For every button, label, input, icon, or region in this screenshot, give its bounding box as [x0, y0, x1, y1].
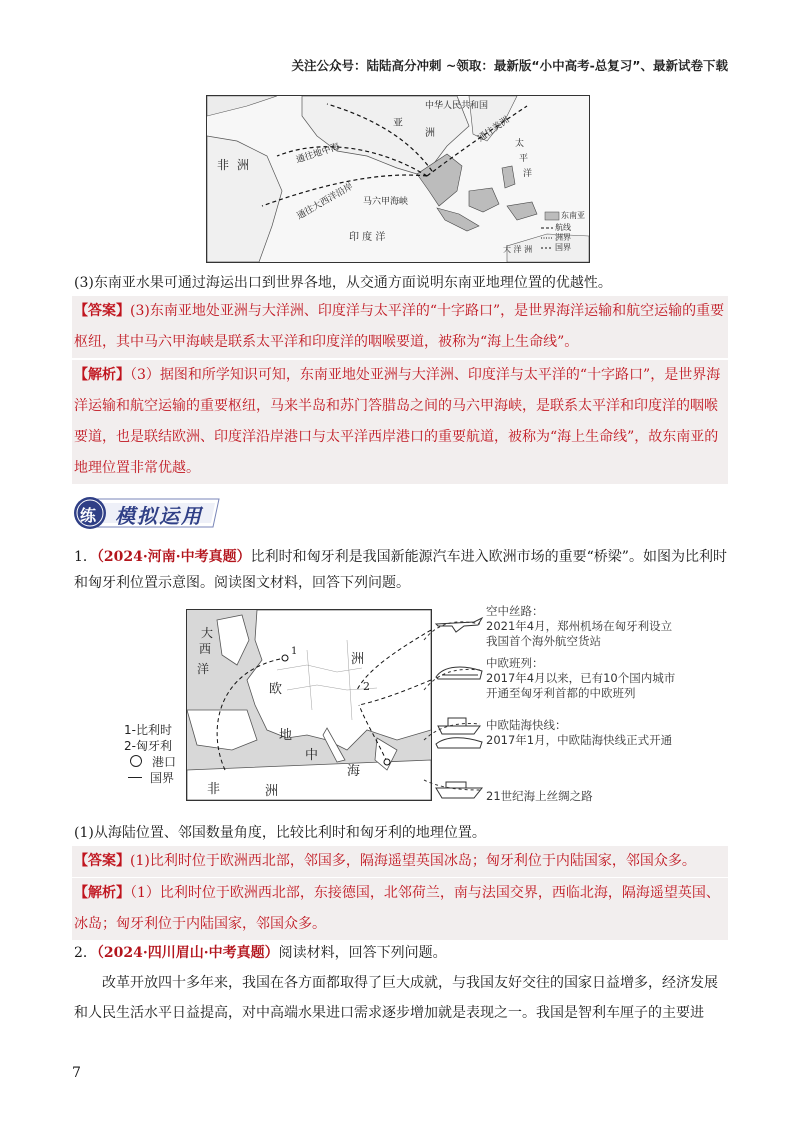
route-rail-title: 中欧班列：: [486, 656, 544, 670]
question-item-2: [74, 940, 730, 966]
page-number: 7: [72, 1065, 81, 1081]
route-air-title: 空中丝路：: [486, 604, 544, 618]
map-label-malacca: 马六甲海峡: [363, 197, 409, 207]
map2-label-di: 地: [279, 728, 293, 743]
route-land-sea-line-1: 2017年1月，中欧陆海快线正式开通: [486, 733, 673, 747]
legend-belgium: 1-比利时: [124, 723, 172, 737]
map2-label-zhong: 中: [305, 748, 319, 763]
map2-label-hai: 海: [347, 764, 361, 779]
map2-point-2: 2: [363, 680, 370, 693]
map2-label-fei: 非: [207, 782, 221, 797]
map-label-indian-ocean: 印 度 洋: [349, 232, 386, 243]
analysis-tag-2: 【解析】: [74, 885, 130, 901]
route-connector-lines: [420, 610, 490, 800]
route-air: [486, 604, 672, 649]
item2-number: 2．: [74, 945, 97, 961]
section-banner: [73, 495, 223, 531]
map-label-to-med: 通往地中海: [295, 142, 341, 166]
route-rail-line-2: 开通至匈牙利首都的中欧班列: [486, 686, 636, 700]
map-label-china: 中华人民共和国: [425, 101, 489, 111]
route-air-line-2: 我国首个海外航空货站: [486, 634, 601, 648]
item-source: （2024·河南·中考真题）: [96, 549, 251, 565]
analysis-text: （3）据图和所学知识可知，东南亚地处亚洲与大洋洲、印度洋与太平洋的“十字路口”，是世界海洋运输和航空运输的重要枢纽，马来半岛和苏门答腊岛之间的马六甲海峡，是联系太平洋和印度洋的咽喉要道，也是联结欧洲、印度洋沿岸港口与太平洋西岸港口的重要航道，被称为“海上生命线”，故东南亚的地理位置非常优越。: [74, 367, 721, 476]
map2-label-da: 大: [201, 626, 214, 640]
banner-icon-char: 练: [80, 506, 97, 525]
legend-port-label: 港口: [152, 755, 177, 769]
item2-source: （2024·四川眉山·中考真题）: [96, 945, 279, 961]
question-3: (3)东南亚水果可通过海运出口到世界各地，从交通方面说明东南亚地理位置的优越性。: [74, 275, 612, 291]
analysis-block-1: [72, 360, 728, 484]
route-land-sea: [486, 718, 672, 748]
port-icon: [130, 755, 142, 767]
map2-label-zhou: 洲: [351, 652, 365, 667]
legend-hungary: 2-匈牙利: [124, 739, 172, 753]
material-paragraph: 改革开放四十多年来，我国在各方面都取得了巨大成就，与我国友好交往的国家日益增多，经济发展和人民生活水平日益提高，对中高端水果进口需求逐步增加就是表现之一。我国是智利车厘子的主要进: [74, 975, 718, 1021]
map-label-to-atlantic: 通往大西洋沿岸: [295, 181, 356, 222]
europe-map: [186, 609, 432, 801]
map1-legend-southeast-asia: 东南亚: [561, 211, 585, 220]
analysis-block-2: [72, 878, 728, 940]
answer-text: (3)东南亚地处亚洲与大洋洲、印度洋与太平洋的“十字路口”，是世界海洋运输和航空运输的重要枢纽，其中马六甲海峡是联系太平洋和印度洋的咽喉要道，被称为“海上生命线”。: [74, 303, 725, 350]
legend-border-label: 国界: [150, 771, 175, 785]
question-1: (1)从海陆位置、邻国数量角度，比较比利时和匈牙利的地理位置。: [74, 825, 486, 841]
item2-text: 阅读材料，回答下列问题。: [278, 945, 447, 961]
route-rail: [486, 656, 675, 701]
border-line-icon: [128, 777, 142, 778]
question-item-1: [74, 544, 730, 596]
map2-legend: [124, 722, 176, 786]
analysis-tag: 【解析】: [74, 367, 130, 383]
map2-label-yang: 洋: [197, 662, 210, 676]
map1-legend-route: 航线: [555, 223, 571, 232]
map2-label-zhou2: 洲: [265, 784, 279, 799]
map-label-to-america: 通往美洲: [476, 115, 512, 145]
item-text: 比利时和匈牙利是我国新能源汽车进入欧洲市场的重要“桥梁”。如图为比利时和匈牙利位置示意图。阅读图文材料，回答下列问题。: [74, 549, 727, 591]
route-rail-line-1: 2017年4月以来，已有10个国内城市: [486, 671, 676, 685]
map2-label-xi: 西: [199, 642, 212, 656]
route-air-line-1: 2021年4月，郑州机场在匈牙利设立: [486, 619, 673, 633]
answer-tag: 【答案】: [74, 303, 130, 319]
answer-block-2: [72, 846, 728, 877]
item-number: 1．: [74, 549, 97, 565]
route-land-sea-title: 中欧陆海快线：: [486, 718, 567, 732]
map-label-pacific-tai: 太: [515, 139, 525, 149]
route-maritime: [486, 789, 593, 804]
map2-point-1: 1: [291, 646, 298, 657]
map1-legend-country-border: 国界: [555, 243, 571, 252]
map-label-africa-zhou: 洲: [237, 158, 250, 172]
answer-block-1: [72, 296, 728, 358]
southeast-asia-map: [206, 95, 590, 263]
map1-legend-continent-border: 洲界: [555, 233, 571, 242]
map-label-asia: 亚: [393, 118, 403, 129]
analysis-text-2: （1）比利时位于欧洲西北部，东接德国，北邻荷兰，南与法国交界，西临北海，隔海遥望英国、冰岛；匈牙利位于内陆国家，邻国众多。: [74, 885, 720, 932]
map-label-oceania: 大 洋 洲: [503, 245, 533, 254]
map-label-pacific-ping: 平: [519, 154, 529, 164]
route-maritime-title: 21世纪海上丝绸之路: [486, 789, 593, 803]
map-label-pacific-yang: 洋: [523, 169, 533, 179]
answer-text-2: (1)比利时位于欧洲西北部，邻国多，隔海遥望英国冰岛；匈牙利位于内陆国家，邻国众多。: [130, 853, 696, 869]
page-header: 关注公众号：陆陆高分冲刺 ~领取：最新版“小中高考-总复习”、最新试卷下载: [291, 58, 728, 73]
legend-port: [124, 754, 176, 770]
map-label-zhou: 洲: [425, 128, 435, 139]
legend-border: [124, 770, 176, 786]
banner-title: 模拟运用: [115, 504, 203, 528]
answer-tag-2: 【答案】: [74, 853, 130, 869]
map-label-africa-fei: 非: [217, 158, 230, 172]
map2-label-ou: 欧: [269, 682, 283, 697]
